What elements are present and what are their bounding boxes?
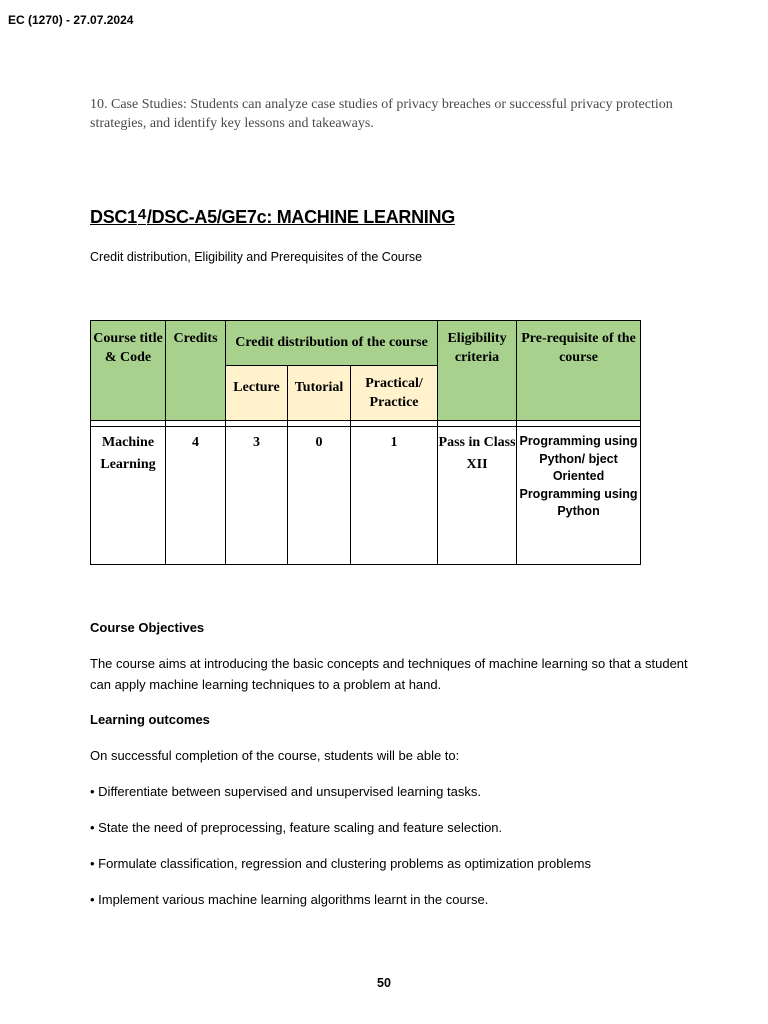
header-tutorial: Tutorial xyxy=(288,366,351,421)
header-credit-distribution: Credit distribution of the course xyxy=(226,321,438,366)
row-tutorial: 0 xyxy=(288,427,351,565)
credit-distribution-caption: Credit distribution, Eligibility and Prerequisites of the Course xyxy=(90,250,423,264)
row-prerequisite: Programming using Python/ bject Oriented Programming using Python xyxy=(517,427,641,565)
list-item: • Formulate classification, regression and clustering problems as optimization problems xyxy=(90,856,591,871)
page-number: 50 xyxy=(377,976,391,990)
case-study-paragraph: 10. Case Studies: Students can analyze case studies of privacy breaches or successful privacy protection strategies, and identify key lessons and takeaways. xyxy=(90,97,673,131)
document-header-stamp: EC (1270) - 27.07.2024 xyxy=(8,13,134,27)
header-practical: Practical/ Practice xyxy=(351,366,438,421)
list-item: • Implement various machine learning algorithms learnt in the course. xyxy=(90,892,489,907)
header-eligibility: Eligibility criteria xyxy=(438,321,517,421)
row-course-title: Machine Learning xyxy=(91,427,166,565)
objectives-text: The course aims at introducing the basic concepts and techniques of machine learning so that a student can apply machine learning techniques to a problem at hand. xyxy=(90,656,688,692)
course-title xyxy=(90,207,455,228)
course-title-prefix: DSC1 xyxy=(90,207,137,227)
outcomes-heading: Learning outcomes xyxy=(90,712,210,727)
header-prerequisite: Pre-requisite of the course xyxy=(517,321,641,421)
row-lecture: 3 xyxy=(226,427,288,565)
course-title-suffix: /DSC-A5/GE7c: MACHINE LEARNING xyxy=(146,207,455,227)
objectives-heading: Course Objectives xyxy=(90,620,205,635)
credit-distribution-table xyxy=(90,320,641,565)
course-title-handwritten-mark: 4 xyxy=(137,206,146,223)
header-lecture: Lecture xyxy=(226,366,288,421)
table-row xyxy=(91,427,641,565)
list-item: • Differentiate between supervised and unsupervised learning tasks. xyxy=(90,784,481,799)
row-credits: 4 xyxy=(166,427,226,565)
header-credits: Credits xyxy=(166,321,226,421)
row-practical: 1 xyxy=(351,427,438,565)
row-eligibility: Pass in Class XII xyxy=(438,427,517,565)
outcomes-intro: On successful completion of the course, students will be able to: xyxy=(90,748,460,763)
list-item: • State the need of preprocessing, feature scaling and feature selection. xyxy=(90,820,503,835)
header-course-title: Course title & Code xyxy=(91,321,166,421)
